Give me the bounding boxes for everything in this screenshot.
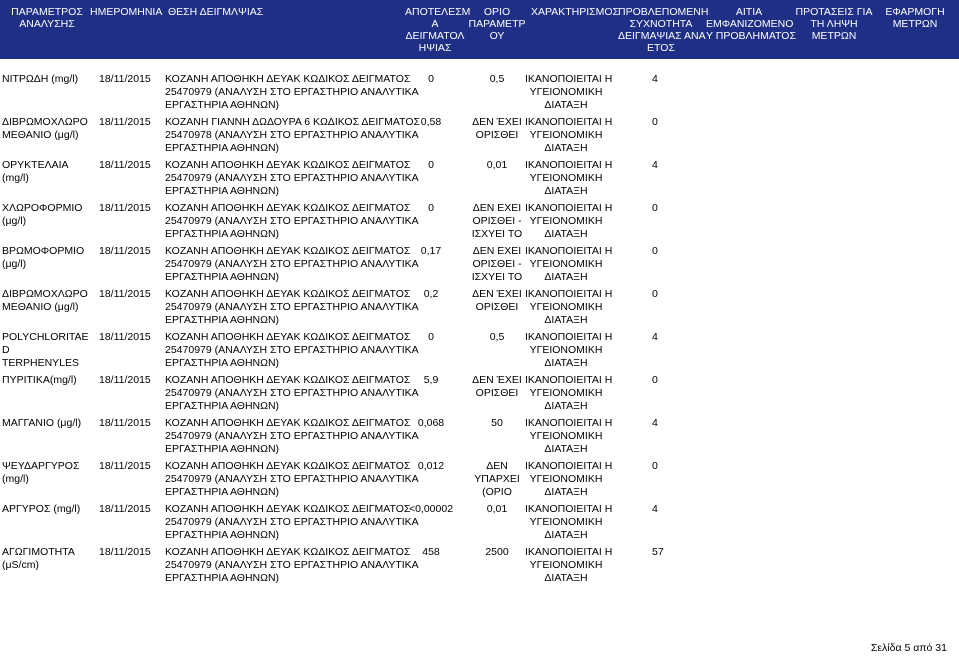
header-label-line: ΑΠΟΤΕΛΕΣΜ — [405, 6, 471, 18]
position-cell-line: ΕΡΓΑΣΤΗΡΙΑ ΑΘΗΝΩΝ) — [165, 228, 280, 240]
result-cell — [396, 331, 466, 344]
header-label-line: ΑΙΤΙΑ — [735, 6, 763, 18]
limit-cell — [468, 245, 526, 284]
result-cell — [396, 503, 466, 516]
characterization-cell-line: ΙΚΑΝΟΠΟΙΕΙΤΑΙ Η — [525, 159, 613, 171]
position-cell-line: 25470979 (ΑΝΑΛΥΣΗ ΣΤΟ ΕΡΓΑΣΤΗΡΙΟ ΑΝΑΛΥΤΙΚΑ — [165, 344, 419, 356]
date-cell: 18/11/2015 — [99, 417, 151, 429]
result-cell — [396, 202, 466, 215]
header-label-line: ΠΡΟΒΛΕΠΟΜΕΝΗ — [618, 6, 709, 18]
position-cell-line: 25470979 (ΑΝΑΛΥΣΗ ΣΤΟ ΕΡΓΑΣΤΗΡΙΟ ΑΝΑΛΥΤΙΚΑ — [165, 301, 419, 313]
position-cell-line: ΕΡΓΑΣΤΗΡΙΑ ΑΘΗΝΩΝ) — [165, 400, 280, 412]
frequency-cell: 4 — [652, 503, 658, 515]
position-cell-line: ΕΡΓΑΣΤΗΡΙΑ ΑΘΗΝΩΝ) — [165, 314, 280, 326]
limit-cell-line: 50 — [491, 417, 503, 429]
position-cell-line: ΚΟΖΑΝΗ ΑΠΟΘΗΚΗ ΔΕΥΑΚ ΚΩΔΙΚΟΣ ΔΕΙΓΜΑΤΟΣ — [165, 374, 411, 386]
position-cell — [165, 331, 419, 370]
characterization-cell-line: ΥΓΕΙΟΝΟΜΙΚΗ — [529, 473, 603, 485]
position-cell-line: ΕΡΓΑΣΤΗΡΙΑ ΑΘΗΝΩΝ) — [165, 443, 280, 455]
characterization-cell-line: ΔΙΑΤΑΞΗ — [544, 486, 588, 498]
position-cell — [165, 202, 419, 241]
header-label-line: ΧΑΡΑΚΤΗΡΙΣΜΟΣ — [530, 6, 620, 18]
limit-cell-line: 0,01 — [486, 159, 508, 171]
position-cell-line: ΕΡΓΑΣΤΗΡΙΑ ΑΘΗΝΩΝ) — [165, 271, 280, 283]
parameter-cell-line: (μg/l) — [2, 215, 27, 227]
characterization-cell-line: ΥΓΕΙΟΝΟΜΙΚΗ — [529, 86, 603, 98]
result-cell — [396, 374, 466, 387]
parameter-cell — [2, 374, 94, 387]
result-cell — [396, 116, 466, 129]
limit-cell — [468, 374, 526, 400]
result-cell-line: 0 — [428, 159, 434, 171]
characterization-cell-line: ΔΙΑΤΑΞΗ — [544, 185, 588, 197]
position-cell-line: ΚΟΖΑΝΗ ΑΠΟΘΗΚΗ ΔΕΥΑΚ ΚΩΔΙΚΟΣ ΔΕΙΓΜΑΤΟΣ — [165, 417, 411, 429]
header-label-line: ΑΝΑΛΥΣΗΣ — [19, 18, 75, 30]
frequency-cell: 57 — [652, 546, 664, 558]
limit-cell-line: ΟΡΙΣΘΕΙ — [475, 129, 519, 141]
position-cell-line: 25470979 (ΑΝΑΛΥΣΗ ΣΤΟ ΕΡΓΑΣΤΗΡΙΟ ΑΝΑΛΥΤΙΚΑ — [165, 172, 419, 184]
characterization-cell — [525, 546, 613, 585]
position-cell-line: ΚΟΖΑΝΗ ΑΠΟΘΗΚΗ ΔΕΥΑΚ ΚΩΔΙΚΟΣ ΔΕΙΓΜΑΤΟΣ — [165, 245, 411, 257]
limit-cell-line: ΔΕΝ — [486, 460, 508, 472]
parameter-cell-line: ΑΓΩΓΙΜΟΤΗΤΑ — [2, 546, 75, 558]
header-param — [6, 6, 88, 30]
position-cell-line: 25470979 (ΑΝΑΛΥΣΗ ΣΤΟ ΕΡΓΑΣΤΗΡΙΟ ΑΝΑΛΥΤΙΚΑ — [165, 516, 419, 528]
header-label-line: ΟΡΙΟ — [483, 6, 511, 18]
characterization-cell-line: ΥΓΕΙΟΝΟΜΙΚΗ — [529, 172, 603, 184]
result-cell — [396, 417, 466, 430]
limit-cell-line: 2500 — [485, 546, 509, 558]
parameter-cell-line: (μS/cm) — [2, 559, 39, 571]
date-cell: 18/11/2015 — [99, 159, 151, 171]
header-label-line: ΘΕΣΗ ΔΕΙΓΜΛΨΙΑΣ — [168, 6, 264, 18]
limit-cell-line: ΔΕΝ ΕΧΕΙ — [472, 202, 522, 214]
header-app — [875, 6, 955, 30]
characterization-cell — [525, 503, 613, 542]
header-label-line: ΠΑΡΑΜΕΤΡΟΣ — [11, 6, 83, 18]
position-cell-line: ΕΡΓΑΣΤΗΡΙΑ ΑΘΗΝΩΝ) — [165, 572, 280, 584]
date-cell: 18/11/2015 — [99, 331, 151, 343]
parameter-cell-line: D — [2, 344, 10, 356]
result-cell — [396, 546, 466, 559]
characterization-cell-line: ΔΙΑΤΑΞΗ — [544, 443, 588, 455]
result-cell-line: <0,00002 — [408, 503, 454, 515]
header-label-line: ΟΥ — [489, 30, 505, 42]
frequency-cell: 0 — [652, 245, 658, 257]
position-cell — [165, 460, 419, 499]
limit-cell-line: 0,01 — [486, 503, 508, 515]
limit-cell — [468, 331, 526, 344]
header-prop — [794, 6, 874, 42]
header-res — [405, 6, 471, 54]
characterization-cell-line: ΔΙΑΤΑΞΗ — [544, 142, 588, 154]
position-cell-line: ΚΟΖΑΝΗ ΑΠΟΘΗΚΗ ΔΕΥΑΚ ΚΩΔΙΚΟΣ ΔΕΙΓΜΑΤΟΣ — [165, 159, 411, 171]
position-cell-line: ΕΡΓΑΣΤΗΡΙΑ ΑΘΗΝΩΝ) — [165, 142, 280, 154]
result-cell-line: 0,58 — [420, 116, 442, 128]
position-cell — [165, 73, 419, 112]
date-cell: 18/11/2015 — [99, 374, 151, 386]
parameter-cell-line: TERPHENYLES — [2, 357, 80, 369]
result-cell-line: 0,17 — [420, 245, 442, 257]
characterization-cell-line: ΙΚΑΝΟΠΟΙΕΙΤΑΙ Η — [525, 331, 613, 343]
position-cell — [165, 503, 419, 542]
position-cell-line: ΚΟΖΑΝΗ ΑΠΟΘΗΚΗ ΔΕΥΑΚ ΚΩΔΙΚΟΣ ΔΕΙΓΜΑΤΟΣ — [165, 503, 411, 515]
date-cell: 18/11/2015 — [99, 245, 151, 257]
header-label-line: ΔΕΙΓΜΑΤΟΛ — [405, 30, 465, 42]
characterization-cell — [525, 288, 613, 327]
result-cell — [396, 460, 466, 473]
position-cell-line: ΚΟΖΑΝΗ ΑΠΟΘΗΚΗ ΔΕΥΑΚ ΚΩΔΙΚΟΣ ΔΕΙΓΜΑΤΟΣ — [165, 73, 411, 85]
characterization-cell — [525, 417, 613, 456]
characterization-cell-line: ΥΓΕΙΟΝΟΜΙΚΗ — [529, 129, 603, 141]
header-label-line: ΕΤΟΣ — [647, 42, 675, 54]
header-label-line: ΣΥΧΝΟΤΗΤΑ — [629, 18, 693, 30]
result-cell-line: 0,012 — [417, 460, 445, 472]
parameter-cell-line: ΠΥΡΙΤΙΚΑ(mg/l) — [2, 374, 77, 386]
header-label-line: Α — [431, 18, 439, 30]
characterization-cell — [525, 245, 613, 284]
limit-cell-line: 0,5 — [489, 73, 505, 85]
parameter-cell-line: ΔΙΒΡΩΜΟΧΛΩΡΟ — [2, 288, 88, 300]
characterization-cell-line: ΔΙΑΤΑΞΗ — [544, 572, 588, 584]
header-label-line: ΔΕΙΓΜΑΨΙΑΣ ΑΝΑ — [618, 30, 706, 42]
header-label-line: ΕΜΦΑΝΙΖΟΜΕΝΟ — [706, 18, 794, 30]
limit-cell — [468, 288, 526, 314]
position-cell-line: 25470979 (ΑΝΑΛΥΣΗ ΣΤΟ ΕΡΓΑΣΤΗΡΙΟ ΑΝΑΛΥΤΙΚΑ — [165, 86, 419, 98]
limit-cell-line: 0,5 — [489, 331, 505, 343]
result-cell — [396, 288, 466, 301]
parameter-cell — [2, 331, 94, 370]
date-cell: 18/11/2015 — [99, 202, 151, 214]
header-label-line: ΗΨΙΑΣ — [418, 42, 452, 54]
characterization-cell — [525, 331, 613, 370]
limit-cell — [468, 73, 526, 86]
limit-cell-line: ΙΣΧΥΕΙ ΤΟ — [471, 228, 523, 240]
characterization-cell-line: ΔΙΑΤΑΞΗ — [544, 99, 588, 111]
limit-cell-line: ΟΡΙΣΘΕΙ — [475, 387, 519, 399]
date-cell: 18/11/2015 — [99, 460, 151, 472]
characterization-cell-line: ΙΚΑΝΟΠΟΙΕΙΤΑΙ Η — [525, 503, 613, 515]
result-cell — [396, 245, 466, 258]
limit-cell — [468, 417, 526, 430]
position-cell-line: ΕΡΓΑΣΤΗΡΙΑ ΑΘΗΝΩΝ) — [165, 99, 280, 111]
parameter-cell — [2, 116, 94, 142]
limit-cell — [468, 503, 526, 516]
frequency-cell: 0 — [652, 288, 658, 300]
parameter-cell-line: ΟΡΥΚΤΕΛΑΙΑ — [2, 159, 69, 171]
frequency-cell: 0 — [652, 460, 658, 472]
parameter-cell-line: ΒΡΩΜΟΦΟΡΜΙΟ — [2, 245, 85, 257]
characterization-cell-line: ΙΚΑΝΟΠΟΙΕΙΤΑΙ Η — [525, 116, 613, 128]
parameter-cell — [2, 546, 94, 572]
position-cell-line: 25470978 (ΑΝΑΛΥΣΗ ΣΤΟ ΕΡΓΑΣΤΗΡΙΟ ΑΝΑΛΥΤΙΚΑ — [165, 129, 419, 141]
header-label-line: ΠΡΟΤΑΣΕΙΣ ΓΙΑ — [795, 6, 873, 18]
characterization-cell-line: ΙΚΑΝΟΠΟΙΕΙΤΑΙ Η — [525, 245, 613, 257]
limit-cell-line: ΔΕΝ ΈΧΕΙ — [472, 116, 522, 128]
parameter-cell-line: (μg/l) — [2, 258, 27, 270]
limit-cell-line: ΔΕΝ ΈΧΕΙ — [472, 374, 522, 386]
characterization-cell-line: ΙΚΑΝΟΠΟΙΕΙΤΑΙ Η — [525, 288, 613, 300]
position-cell-line: 25470979 (ΑΝΑΛΥΣΗ ΣΤΟ ΕΡΓΑΣΤΗΡΙΟ ΑΝΑΛΥΤΙΚΑ — [165, 215, 419, 227]
date-cell: 18/11/2015 — [99, 73, 151, 85]
result-cell-line: 458 — [422, 546, 440, 558]
result-cell-line: 0,068 — [417, 417, 445, 429]
position-cell-line: ΕΡΓΑΣΤΗΡΙΑ ΑΘΗΝΩΝ) — [165, 529, 280, 541]
position-cell — [165, 417, 419, 456]
characterization-cell-line: ΔΙΑΤΑΞΗ — [544, 228, 588, 240]
header-char — [530, 6, 620, 18]
characterization-cell-line: ΙΚΑΝΟΠΟΙΕΙΤΑΙ Η — [525, 374, 613, 386]
position-cell — [165, 116, 420, 155]
parameter-cell — [2, 288, 94, 314]
position-cell — [165, 546, 419, 585]
characterization-cell-line: ΥΓΕΙΟΝΟΜΙΚΗ — [529, 430, 603, 442]
header-pos — [168, 6, 288, 18]
characterization-cell-line: ΔΙΑΤΑΞΗ — [544, 357, 588, 369]
frequency-cell: 0 — [652, 202, 658, 214]
position-cell — [165, 159, 419, 198]
characterization-cell-line: ΥΓΕΙΟΝΟΜΙΚΗ — [529, 344, 603, 356]
limit-cell-line: (ΟΡΙΟ — [482, 486, 512, 498]
result-cell-line: 0 — [428, 73, 434, 85]
table-header — [0, 0, 959, 59]
characterization-cell-line: ΔΙΑΤΑΞΗ — [544, 400, 588, 412]
position-cell-line: ΕΡΓΑΣΤΗΡΙΑ ΑΘΗΝΩΝ) — [165, 357, 280, 369]
position-cell-line: 25470979 (ΑΝΑΛΥΣΗ ΣΤΟ ΕΡΓΑΣΤΗΡΙΟ ΑΝΑΛΥΤΙΚΑ — [165, 473, 419, 485]
position-cell-line: ΕΡΓΑΣΤΗΡΙΑ ΑΘΗΝΩΝ) — [165, 486, 280, 498]
characterization-cell-line: ΥΓΕΙΟΝΟΜΙΚΗ — [529, 387, 603, 399]
characterization-cell-line: ΔΙΑΤΑΞΗ — [544, 271, 588, 283]
characterization-cell-line: ΙΚΑΝΟΠΟΙΕΙΤΑΙ Η — [525, 460, 613, 472]
page-number: Σελίδα 5 από 31 — [870, 642, 947, 654]
frequency-cell: 0 — [652, 374, 658, 386]
position-cell-line: ΕΡΓΑΣΤΗΡΙΑ ΑΘΗΝΩΝ) — [165, 185, 280, 197]
characterization-cell — [525, 73, 613, 112]
position-cell — [165, 288, 419, 327]
header-lim — [467, 6, 527, 42]
parameter-cell-line: ΜΑΓΓΑΝΙΟ (μg/l) — [2, 417, 82, 429]
limit-cell-line: ΙΣΧΥΕΙ ΤΟ — [471, 271, 523, 283]
position-cell-line: 25470979 (ΑΝΑΛΥΣΗ ΣΤΟ ΕΡΓΑΣΤΗΡΙΟ ΑΝΑΛΥΤΙΚΑ — [165, 559, 419, 571]
characterization-cell-line: ΥΓΕΙΟΝΟΜΙΚΗ — [529, 559, 603, 571]
header-label-line: ΜΕΤΡΩΝ — [811, 30, 857, 42]
result-cell — [396, 73, 466, 86]
position-cell-line: ΚΟΖΑΝΗ ΑΠΟΘΗΚΗ ΔΕΥΑΚ ΚΩΔΙΚΟΣ ΔΕΙΓΜΑΤΟΣ — [165, 288, 411, 300]
characterization-cell — [525, 116, 613, 155]
characterization-cell — [525, 460, 613, 499]
limit-cell — [468, 546, 526, 559]
limit-cell — [468, 202, 526, 241]
parameter-cell — [2, 159, 94, 185]
parameter-cell — [2, 73, 94, 86]
date-cell: 18/11/2015 — [99, 546, 151, 558]
result-cell-line: 0,2 — [423, 288, 439, 300]
header-label-line: ΤΗ ΛΗΨΗ — [810, 18, 858, 30]
position-cell-line: ΚΟΖΑΝΗ ΑΠΟΘΗΚΗ ΔΕΥΑΚ ΚΩΔΙΚΟΣ ΔΕΙΓΜΑΤΟΣ — [165, 546, 411, 558]
parameter-cell — [2, 245, 94, 271]
parameter-cell — [2, 417, 94, 430]
header-cause — [706, 6, 796, 42]
frequency-cell: 4 — [652, 331, 658, 343]
parameter-cell-line: ΑΡΓΥΡΟΣ (mg/l) — [2, 503, 81, 515]
result-cell — [396, 159, 466, 172]
characterization-cell-line: ΙΚΑΝΟΠΟΙΕΙΤΑΙ Η — [525, 202, 613, 214]
parameter-cell-line: ΝΙΤΡΩΔΗ (mg/l) — [2, 73, 79, 85]
characterization-cell — [525, 374, 613, 413]
characterization-cell-line: ΙΚΑΝΟΠΟΙΕΙΤΑΙ Η — [525, 546, 613, 558]
header-label-line: ΗΜΕΡΟΜΗΝΙΑ — [90, 6, 163, 18]
position-cell-line: ΚΟΖΑΝΗ ΑΠΟΘΗΚΗ ΔΕΥΑΚ ΚΩΔΙΚΟΣ ΔΕΙΓΜΑΤΟΣ — [165, 331, 411, 343]
limit-cell — [468, 460, 526, 499]
limit-cell-line: ΔΕΝ ΕΧΕΙ — [472, 245, 522, 257]
limit-cell — [468, 116, 526, 142]
frequency-cell: 4 — [652, 73, 658, 85]
frequency-cell: 4 — [652, 417, 658, 429]
date-cell: 18/11/2015 — [99, 288, 151, 300]
date-cell: 18/11/2015 — [99, 503, 151, 515]
header-label-line: Υ ΠΡΟΒΛΗΜΑΤΟΣ — [706, 30, 796, 42]
parameter-cell — [2, 460, 94, 486]
characterization-cell-line: ΥΓΕΙΟΝΟΜΙΚΗ — [529, 215, 603, 227]
position-cell — [165, 245, 419, 284]
header-label-line: ΜΕΤΡΩΝ — [892, 18, 938, 30]
limit-cell-line: ΟΡΙΣΘΕΙ — [475, 301, 519, 313]
parameter-cell-line: ΔΙΒΡΩΜΟΧΛΩΡΟ — [2, 116, 88, 128]
characterization-cell-line: ΥΓΕΙΟΝΟΜΙΚΗ — [529, 258, 603, 270]
position-cell-line: 25470979 (ΑΝΑΛΥΣΗ ΣΤΟ ΕΡΓΑΣΤΗΡΙΟ ΑΝΑΛΥΤΙΚΑ — [165, 387, 419, 399]
limit-cell — [468, 159, 526, 172]
parameter-cell-line: ΨΕΥΔΑΡΓΥΡΟΣ — [2, 460, 80, 472]
parameter-cell-line: ΧΛΩΡΟΦΟΡΜΙΟ — [2, 202, 83, 214]
characterization-cell-line: ΙΚΑΝΟΠΟΙΕΙΤΑΙ Η — [525, 73, 613, 85]
header-label-line: ΠΑΡΑΜΕΤΡ — [468, 18, 526, 30]
date-cell: 18/11/2015 — [99, 116, 151, 128]
limit-cell-line: ΔΕΝ ΈΧΕΙ — [472, 288, 522, 300]
characterization-cell-line: ΔΙΑΤΑΞΗ — [544, 529, 588, 541]
position-cell-line: 25470979 (ΑΝΑΛΥΣΗ ΣΤΟ ΕΡΓΑΣΤΗΡΙΟ ΑΝΑΛΥΤΙΚΑ — [165, 430, 419, 442]
parameter-cell — [2, 202, 94, 228]
position-cell — [165, 374, 419, 413]
header-date — [90, 6, 163, 18]
parameter-cell-line: (mg/l) — [2, 473, 29, 485]
limit-cell-line: ΟΡΙΣΘΕΙ - — [472, 258, 522, 270]
position-cell-line: ΚΟΖΑΝΗ ΓΙΑΝΝΗ ΔΩΔΟΥΡΑ 6 ΚΩΔΙΚΟΣ ΔΕΙΓΜΑΤΟΣ — [165, 116, 420, 128]
result-cell-line: 0 — [428, 202, 434, 214]
characterization-cell-line: ΥΓΕΙΟΝΟΜΙΚΗ — [529, 301, 603, 313]
position-cell-line: 25470979 (ΑΝΑΛΥΣΗ ΣΤΟ ΕΡΓΑΣΤΗΡΙΟ ΑΝΑΛΥΤΙΚΑ — [165, 258, 419, 270]
limit-cell-line: ΥΠΑΡΧΕΙ — [474, 473, 520, 485]
result-cell-line: 0 — [428, 331, 434, 343]
parameter-cell — [2, 503, 94, 516]
header-label-line: ΕΦΑΡΜΟΓΗ — [885, 6, 945, 18]
frequency-cell: 4 — [652, 159, 658, 171]
characterization-cell-line: ΔΙΑΤΑΞΗ — [544, 314, 588, 326]
characterization-cell — [525, 202, 613, 241]
result-cell-line: 5,9 — [423, 374, 439, 386]
characterization-cell — [525, 159, 613, 198]
header-freq — [618, 6, 709, 54]
parameter-cell-line: (mg/l) — [2, 172, 29, 184]
position-cell-line: ΚΟΖΑΝΗ ΑΠΟΘΗΚΗ ΔΕΥΑΚ ΚΩΔΙΚΟΣ ΔΕΙΓΜΑΤΟΣ — [165, 460, 411, 472]
limit-cell-line: ΟΡΙΣΘΕΙ - — [472, 215, 522, 227]
parameter-cell-line: ΜΕΘΑΝΙΟ (μg/l) — [2, 129, 79, 141]
position-cell-line: ΚΟΖΑΝΗ ΑΠΟΘΗΚΗ ΔΕΥΑΚ ΚΩΔΙΚΟΣ ΔΕΙΓΜΑΤΟΣ — [165, 202, 411, 214]
parameter-cell-line: POLYCHLORITAE — [2, 331, 89, 343]
frequency-cell: 0 — [652, 116, 658, 128]
characterization-cell-line: ΥΓΕΙΟΝΟΜΙΚΗ — [529, 516, 603, 528]
characterization-cell-line: ΙΚΑΝΟΠΟΙΕΙΤΑΙ Η — [525, 417, 613, 429]
parameter-cell-line: ΜΕΘΑΝΙΟ (μg/l) — [2, 301, 79, 313]
